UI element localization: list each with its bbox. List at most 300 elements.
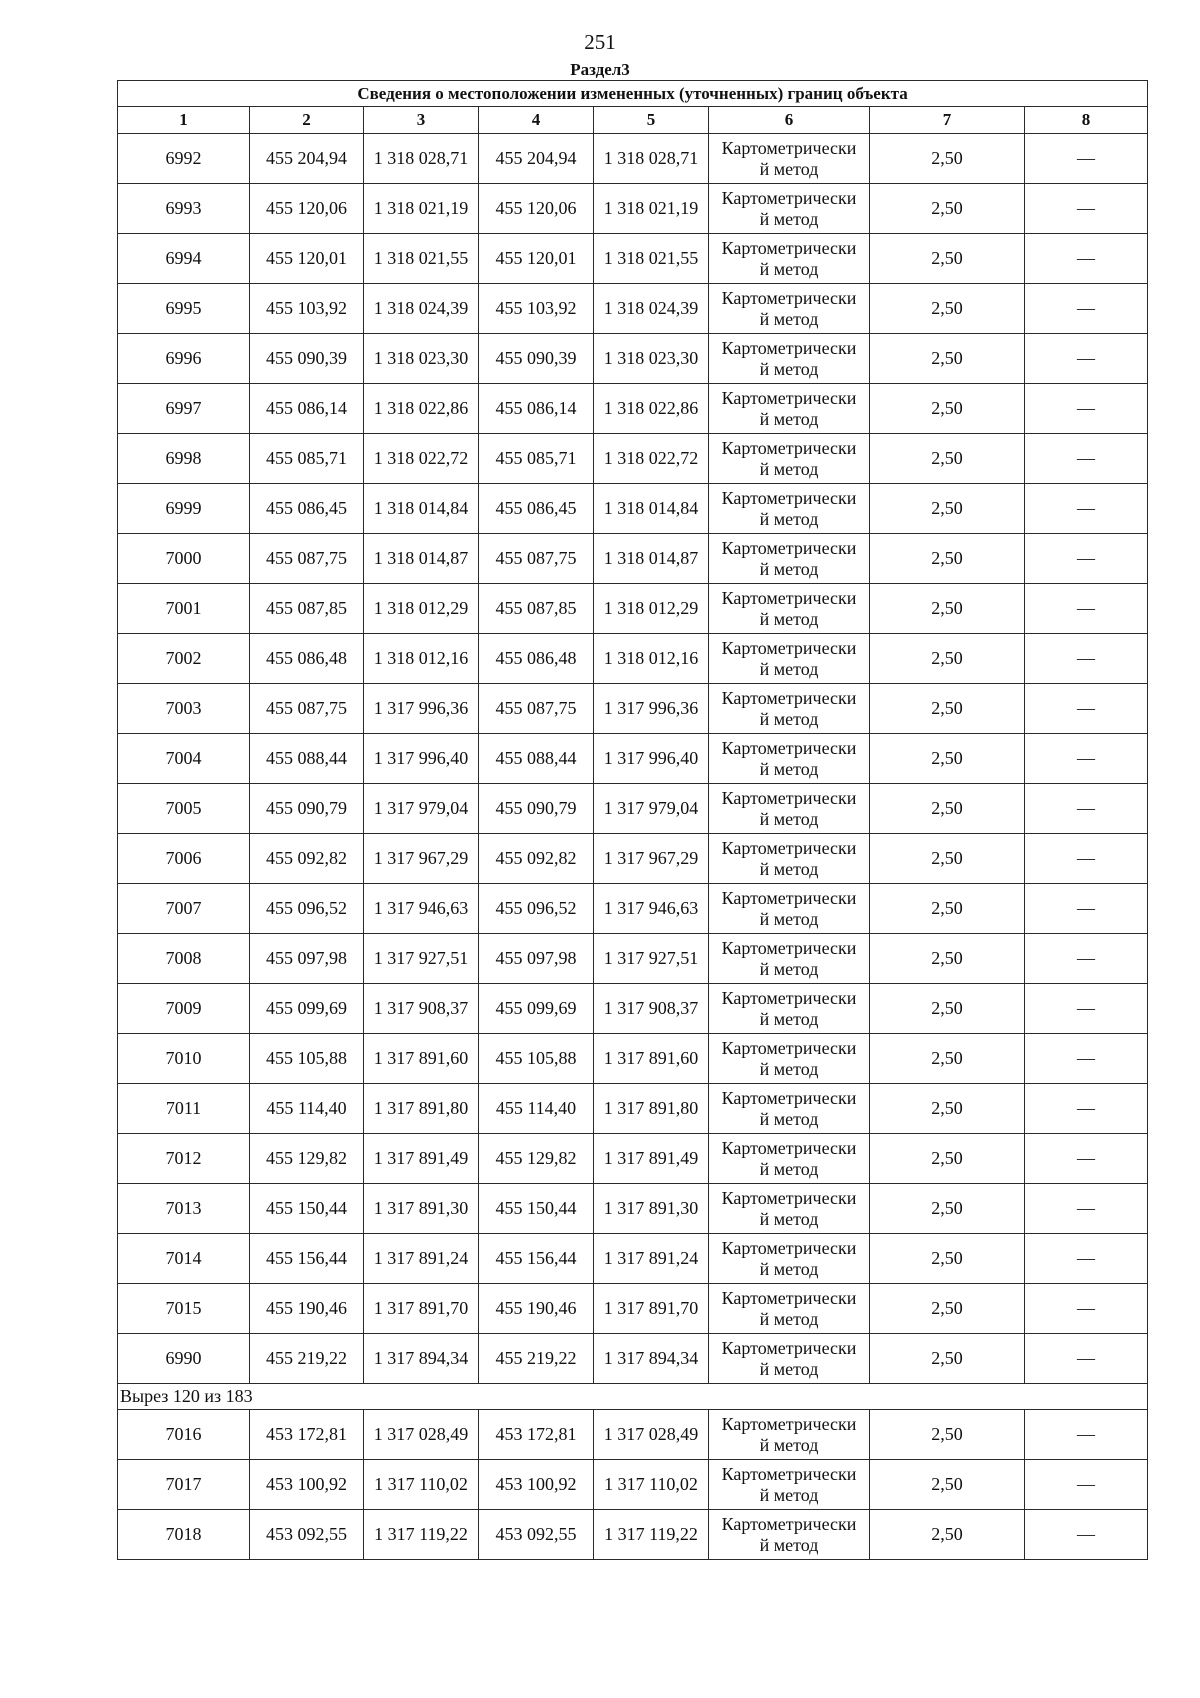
dash-cell: — xyxy=(1025,1134,1148,1184)
method-line: й метод xyxy=(759,358,819,379)
coordinate-cell: 1 318 022,72 xyxy=(364,434,479,484)
method-line: Картометрически xyxy=(721,1337,857,1358)
dash-cell: — xyxy=(1025,384,1148,434)
dash-cell: — xyxy=(1025,134,1148,184)
coordinate-cell: 455 096,52 xyxy=(479,884,594,934)
coordinate-cell: 1 318 012,16 xyxy=(364,634,479,684)
coordinate-cell: 1 317 996,36 xyxy=(594,684,709,734)
coordinate-cell: 1 317 110,02 xyxy=(364,1460,479,1510)
table-caption: Сведения о местоположении измененных (уточненных) границ объекта xyxy=(118,81,1148,107)
accuracy-cell: 2,50 xyxy=(870,134,1025,184)
table-row xyxy=(118,684,1148,734)
accuracy-cell: 2,50 xyxy=(870,984,1025,1034)
table-row xyxy=(118,1184,1148,1234)
accuracy-cell: 2,50 xyxy=(870,334,1025,384)
coordinate-cell: 455 086,48 xyxy=(479,634,594,684)
coordinate-cell: 1 317 908,37 xyxy=(594,984,709,1034)
coordinate-cell: 1 318 022,72 xyxy=(594,434,709,484)
method-line: Картометрически xyxy=(721,787,857,808)
method-line: й метод xyxy=(759,258,819,279)
coordinate-cell: 455 120,01 xyxy=(250,234,364,284)
method-line: Картометрически xyxy=(721,1413,857,1434)
accuracy-cell: 2,50 xyxy=(870,1034,1025,1084)
table-row xyxy=(118,1334,1148,1384)
accuracy-cell: 2,50 xyxy=(870,484,1025,534)
coordinate-cell: 455 099,69 xyxy=(250,984,364,1034)
point-number-cell: 7011 xyxy=(118,1084,250,1134)
coordinate-cell: 1 317 996,40 xyxy=(364,734,479,784)
coordinate-cell: 455 087,75 xyxy=(479,534,594,584)
table-row xyxy=(118,1034,1148,1084)
method-line: Картометрически xyxy=(721,137,857,158)
accuracy-cell: 2,50 xyxy=(870,1510,1025,1560)
coordinate-cell: 455 120,01 xyxy=(479,234,594,284)
column-number: 3 xyxy=(364,107,479,134)
method-line: Картометрически xyxy=(721,537,857,558)
method-cell xyxy=(709,884,870,934)
table-body xyxy=(118,134,1148,1560)
coordinate-cell: 453 100,92 xyxy=(250,1460,364,1510)
accuracy-cell: 2,50 xyxy=(870,534,1025,584)
column-number: 2 xyxy=(250,107,364,134)
dash-cell: — xyxy=(1025,434,1148,484)
coordinate-cell: 455 103,92 xyxy=(479,284,594,334)
method-cell xyxy=(709,1184,870,1234)
coordinate-cell: 455 129,82 xyxy=(250,1134,364,1184)
point-number-cell: 7012 xyxy=(118,1134,250,1184)
dash-cell: — xyxy=(1025,584,1148,634)
table-row xyxy=(118,1084,1148,1134)
table-row xyxy=(118,434,1148,484)
coordinate-cell: 453 172,81 xyxy=(479,1410,594,1460)
coordinate-cell: 1 317 927,51 xyxy=(364,934,479,984)
coordinate-cell: 1 318 022,86 xyxy=(364,384,479,434)
method-line: й метод xyxy=(759,658,819,679)
dash-cell: — xyxy=(1025,534,1148,584)
table-row xyxy=(118,284,1148,334)
method-cell xyxy=(709,534,870,584)
accuracy-cell: 2,50 xyxy=(870,1334,1025,1384)
point-number-cell: 7000 xyxy=(118,534,250,584)
coordinate-cell: 455 092,82 xyxy=(479,834,594,884)
accuracy-cell: 2,50 xyxy=(870,634,1025,684)
method-line: й метод xyxy=(759,1308,819,1329)
coordinate-cell: 1 318 014,84 xyxy=(364,484,479,534)
coordinate-cell: 1 318 021,55 xyxy=(594,234,709,284)
table-row xyxy=(118,484,1148,534)
point-number-cell: 7002 xyxy=(118,634,250,684)
method-line: й метод xyxy=(759,1208,819,1229)
point-number-cell: 7005 xyxy=(118,784,250,834)
accuracy-cell: 2,50 xyxy=(870,834,1025,884)
coordinate-cell: 1 317 891,24 xyxy=(594,1234,709,1284)
page-number: 251 xyxy=(584,30,616,54)
coordinate-cell: 1 317 894,34 xyxy=(594,1334,709,1384)
point-number-cell: 7016 xyxy=(118,1410,250,1460)
coordinate-cell: 1 318 028,71 xyxy=(594,134,709,184)
coordinate-cell: 1 317 946,63 xyxy=(594,884,709,934)
method-cell xyxy=(709,1510,870,1560)
coordinate-cell: 1 318 028,71 xyxy=(364,134,479,184)
table-row xyxy=(118,634,1148,684)
coordinate-cell: 1 317 891,80 xyxy=(364,1084,479,1134)
method-line: Картометрически xyxy=(721,387,857,408)
table-row xyxy=(118,1510,1148,1560)
point-number-cell: 7014 xyxy=(118,1234,250,1284)
point-number-cell: 7013 xyxy=(118,1184,250,1234)
coordinate-cell: 455 114,40 xyxy=(250,1084,364,1134)
coordinates-table xyxy=(117,80,1148,1560)
coordinate-cell: 455 105,88 xyxy=(479,1034,594,1084)
coordinate-cell: 453 092,55 xyxy=(479,1510,594,1560)
dash-cell: — xyxy=(1025,1084,1148,1134)
method-cell xyxy=(709,584,870,634)
coordinate-cell: 455 103,92 xyxy=(250,284,364,334)
dash-cell: — xyxy=(1025,1510,1148,1560)
accuracy-cell: 2,50 xyxy=(870,784,1025,834)
accuracy-cell: 2,50 xyxy=(870,434,1025,484)
column-number: 5 xyxy=(594,107,709,134)
method-line: Картометрически xyxy=(721,937,857,958)
table-row xyxy=(118,934,1148,984)
point-number-cell: 6995 xyxy=(118,284,250,334)
coordinate-cell: 455 092,82 xyxy=(250,834,364,884)
method-line: й метод xyxy=(759,908,819,929)
point-number-cell: 7010 xyxy=(118,1034,250,1084)
coordinate-cell: 1 317 891,60 xyxy=(364,1034,479,1084)
coordinate-cell: 1 318 021,19 xyxy=(594,184,709,234)
coordinate-cell: 1 317 946,63 xyxy=(364,884,479,934)
coordinate-cell: 1 317 028,49 xyxy=(364,1410,479,1460)
coordinate-cell: 455 204,94 xyxy=(250,134,364,184)
table-row xyxy=(118,834,1148,884)
table-row xyxy=(118,184,1148,234)
method-cell xyxy=(709,284,870,334)
coordinate-cell: 455 087,75 xyxy=(250,684,364,734)
point-number-cell: 7004 xyxy=(118,734,250,784)
method-line: Картометрически xyxy=(721,487,857,508)
coordinate-cell: 455 090,39 xyxy=(479,334,594,384)
method-line: Картометрически xyxy=(721,1237,857,1258)
coordinate-cell: 455 219,22 xyxy=(250,1334,364,1384)
method-line: й метод xyxy=(759,1058,819,1079)
accuracy-cell: 2,50 xyxy=(870,1284,1025,1334)
method-line: Картометрически xyxy=(721,987,857,1008)
method-cell xyxy=(709,784,870,834)
point-number-cell: 7008 xyxy=(118,934,250,984)
coordinate-cell: 1 317 996,36 xyxy=(364,684,479,734)
coordinate-cell: 455 097,98 xyxy=(250,934,364,984)
coordinate-cell: 1 318 022,86 xyxy=(594,384,709,434)
dash-cell: — xyxy=(1025,234,1148,284)
table-row xyxy=(118,1460,1148,1510)
method-line: Картометрически xyxy=(721,187,857,208)
method-line: Картометрически xyxy=(721,687,857,708)
dash-cell: — xyxy=(1025,284,1148,334)
column-number-row xyxy=(118,107,1148,134)
method-cell xyxy=(709,1234,870,1284)
method-line: й метод xyxy=(759,758,819,779)
table-row xyxy=(118,134,1148,184)
point-number-cell: 6992 xyxy=(118,134,250,184)
accuracy-cell: 2,50 xyxy=(870,1460,1025,1510)
table-row xyxy=(118,784,1148,834)
coordinate-cell: 455 150,44 xyxy=(250,1184,364,1234)
dash-cell: — xyxy=(1025,1234,1148,1284)
coordinate-cell: 1 317 891,70 xyxy=(594,1284,709,1334)
column-number: 7 xyxy=(870,107,1025,134)
coordinate-cell: 1 317 891,49 xyxy=(364,1134,479,1184)
dash-cell: — xyxy=(1025,634,1148,684)
method-line: й метод xyxy=(759,308,819,329)
section-title: Раздел3 xyxy=(570,60,630,79)
table-row xyxy=(118,1410,1148,1460)
coordinate-cell: 455 120,06 xyxy=(250,184,364,234)
table-row xyxy=(118,234,1148,284)
method-line: й метод xyxy=(759,608,819,629)
coordinate-cell: 455 219,22 xyxy=(479,1334,594,1384)
point-number-cell: 7007 xyxy=(118,884,250,934)
method-line: Картометрически xyxy=(721,837,857,858)
method-line: Картометрически xyxy=(721,1287,857,1308)
table-row xyxy=(118,734,1148,784)
method-line: й метод xyxy=(759,708,819,729)
coordinate-cell: 455 085,71 xyxy=(479,434,594,484)
method-cell xyxy=(709,1134,870,1184)
coordinate-cell: 455 090,79 xyxy=(250,784,364,834)
coordinate-cell: 455 190,46 xyxy=(250,1284,364,1334)
method-line: Картометрически xyxy=(721,887,857,908)
point-number-cell: 6996 xyxy=(118,334,250,384)
coordinate-cell: 1 317 894,34 xyxy=(364,1334,479,1384)
method-cell xyxy=(709,184,870,234)
dash-cell: — xyxy=(1025,484,1148,534)
coordinate-cell: 1 317 891,80 xyxy=(594,1084,709,1134)
point-number-cell: 7006 xyxy=(118,834,250,884)
coordinate-cell: 1 318 021,55 xyxy=(364,234,479,284)
coordinate-cell: 1 317 119,22 xyxy=(364,1510,479,1560)
method-line: Картометрически xyxy=(721,1137,857,1158)
accuracy-cell: 2,50 xyxy=(870,884,1025,934)
coordinate-cell: 1 318 014,87 xyxy=(594,534,709,584)
method-line: й метод xyxy=(759,1484,819,1505)
dash-cell: — xyxy=(1025,734,1148,784)
coordinate-cell: 1 318 012,29 xyxy=(594,584,709,634)
method-line: й метод xyxy=(759,1258,819,1279)
coordinate-cell: 1 318 012,29 xyxy=(364,584,479,634)
dash-cell: — xyxy=(1025,884,1148,934)
coordinate-cell: 453 172,81 xyxy=(250,1410,364,1460)
method-line: й метод xyxy=(759,208,819,229)
coordinate-cell: 455 087,85 xyxy=(479,584,594,634)
method-cell xyxy=(709,334,870,384)
column-number: 4 xyxy=(479,107,594,134)
coordinate-cell: 455 204,94 xyxy=(479,134,594,184)
coordinate-cell: 1 317 891,70 xyxy=(364,1284,479,1334)
coordinate-cell: 455 086,14 xyxy=(250,384,364,434)
method-cell xyxy=(709,134,870,184)
accuracy-cell: 2,50 xyxy=(870,734,1025,784)
method-cell xyxy=(709,1034,870,1084)
table-row xyxy=(118,334,1148,384)
accuracy-cell: 2,50 xyxy=(870,1084,1025,1134)
dash-cell: — xyxy=(1025,1184,1148,1234)
point-number-cell: 6993 xyxy=(118,184,250,234)
coordinate-cell: 1 317 119,22 xyxy=(594,1510,709,1560)
method-line: Картометрически xyxy=(721,1037,857,1058)
dash-cell: — xyxy=(1025,1284,1148,1334)
coordinate-cell: 455 150,44 xyxy=(479,1184,594,1234)
coordinate-cell: 455 114,40 xyxy=(479,1084,594,1134)
coordinate-cell: 1 317 891,30 xyxy=(594,1184,709,1234)
coordinate-cell: 455 156,44 xyxy=(250,1234,364,1284)
coordinate-cell: 455 129,82 xyxy=(479,1134,594,1184)
method-cell xyxy=(709,234,870,284)
dash-cell: — xyxy=(1025,684,1148,734)
table-row xyxy=(118,1134,1148,1184)
coordinate-cell: 1 317 891,24 xyxy=(364,1234,479,1284)
method-cell xyxy=(709,984,870,1034)
accuracy-cell: 2,50 xyxy=(870,284,1025,334)
point-number-cell: 7018 xyxy=(118,1510,250,1560)
subsection-row xyxy=(118,1384,1148,1410)
point-number-cell: 7009 xyxy=(118,984,250,1034)
coordinate-cell: 1 318 024,39 xyxy=(364,284,479,334)
coordinate-cell: 455 090,39 xyxy=(250,334,364,384)
coordinate-cell: 1 317 891,49 xyxy=(594,1134,709,1184)
coordinate-cell: 455 086,48 xyxy=(250,634,364,684)
coordinate-cell: 1 318 023,30 xyxy=(364,334,479,384)
table-row xyxy=(118,1234,1148,1284)
coordinate-cell: 1 318 012,16 xyxy=(594,634,709,684)
accuracy-cell: 2,50 xyxy=(870,1134,1025,1184)
coordinate-cell: 1 317 979,04 xyxy=(364,784,479,834)
coordinate-cell: 455 156,44 xyxy=(479,1234,594,1284)
coordinate-cell: 455 087,75 xyxy=(250,534,364,584)
dash-cell: — xyxy=(1025,784,1148,834)
dash-cell: — xyxy=(1025,1034,1148,1084)
method-line: Картометрически xyxy=(721,1513,857,1534)
dash-cell: — xyxy=(1025,1410,1148,1460)
coordinate-cell: 455 120,06 xyxy=(479,184,594,234)
point-number-cell: 6997 xyxy=(118,384,250,434)
point-number-cell: 6999 xyxy=(118,484,250,534)
coordinate-cell: 1 318 021,19 xyxy=(364,184,479,234)
method-cell xyxy=(709,734,870,784)
method-line: Картометрически xyxy=(721,1463,857,1484)
method-line: й метод xyxy=(759,1108,819,1129)
dash-cell: — xyxy=(1025,934,1148,984)
method-line: й метод xyxy=(759,408,819,429)
method-cell xyxy=(709,1284,870,1334)
point-number-cell: 6998 xyxy=(118,434,250,484)
method-cell xyxy=(709,1334,870,1384)
coordinate-cell: 1 317 028,49 xyxy=(594,1410,709,1460)
coordinate-cell: 1 318 014,84 xyxy=(594,484,709,534)
method-cell xyxy=(709,1410,870,1460)
accuracy-cell: 2,50 xyxy=(870,1410,1025,1460)
dash-cell: — xyxy=(1025,1334,1148,1384)
accuracy-cell: 2,50 xyxy=(870,234,1025,284)
method-cell xyxy=(709,634,870,684)
method-line: й метод xyxy=(759,558,819,579)
coordinate-cell: 1 317 967,29 xyxy=(594,834,709,884)
method-line: Картометрически xyxy=(721,637,857,658)
coordinate-cell: 455 097,98 xyxy=(479,934,594,984)
coordinate-cell: 455 099,69 xyxy=(479,984,594,1034)
method-line: Картометрически xyxy=(721,1087,857,1108)
coordinate-cell: 1 317 967,29 xyxy=(364,834,479,884)
table-row xyxy=(118,984,1148,1034)
coordinate-cell: 453 100,92 xyxy=(479,1460,594,1510)
table-row xyxy=(118,884,1148,934)
subsection-label: Вырез 120 из 183 xyxy=(118,1384,1148,1410)
coordinate-cell: 455 090,79 xyxy=(479,784,594,834)
coordinate-cell: 455 105,88 xyxy=(250,1034,364,1084)
method-line: й метод xyxy=(759,1434,819,1455)
point-number-cell: 7003 xyxy=(118,684,250,734)
coordinate-cell: 455 087,85 xyxy=(250,584,364,634)
coordinate-cell: 1 318 024,39 xyxy=(594,284,709,334)
accuracy-cell: 2,50 xyxy=(870,384,1025,434)
method-cell xyxy=(709,834,870,884)
method-line: й метод xyxy=(759,508,819,529)
coordinate-cell: 455 096,52 xyxy=(250,884,364,934)
coordinate-cell: 455 190,46 xyxy=(479,1284,594,1334)
column-number: 8 xyxy=(1025,107,1148,134)
dash-cell: — xyxy=(1025,184,1148,234)
coordinate-cell: 1 317 110,02 xyxy=(594,1460,709,1510)
accuracy-cell: 2,50 xyxy=(870,1234,1025,1284)
accuracy-cell: 2,50 xyxy=(870,934,1025,984)
dash-cell: — xyxy=(1025,1460,1148,1510)
point-number-cell: 6994 xyxy=(118,234,250,284)
method-line: Картометрически xyxy=(721,437,857,458)
method-line: й метод xyxy=(759,858,819,879)
method-line: й метод xyxy=(759,958,819,979)
dash-cell: — xyxy=(1025,984,1148,1034)
method-line: Картометрически xyxy=(721,1187,857,1208)
method-line: й метод xyxy=(759,1534,819,1555)
coordinate-cell: 453 092,55 xyxy=(250,1510,364,1560)
accuracy-cell: 2,50 xyxy=(870,1184,1025,1234)
method-line: Картометрически xyxy=(721,737,857,758)
point-number-cell: 6990 xyxy=(118,1334,250,1384)
method-line: й метод xyxy=(759,458,819,479)
method-line: й метод xyxy=(759,1358,819,1379)
method-line: й метод xyxy=(759,158,819,179)
column-number: 1 xyxy=(118,107,250,134)
method-line: Картометрически xyxy=(721,287,857,308)
column-number: 6 xyxy=(709,107,870,134)
method-cell xyxy=(709,1084,870,1134)
table-row xyxy=(118,384,1148,434)
method-cell xyxy=(709,484,870,534)
method-line: Картометрически xyxy=(721,587,857,608)
coordinate-cell: 455 085,71 xyxy=(250,434,364,484)
coordinate-cell: 1 317 891,30 xyxy=(364,1184,479,1234)
method-line: Картометрически xyxy=(721,337,857,358)
coordinate-cell: 1 317 891,60 xyxy=(594,1034,709,1084)
coordinate-cell: 455 088,44 xyxy=(250,734,364,784)
coordinate-cell: 455 088,44 xyxy=(479,734,594,784)
coordinate-cell: 455 087,75 xyxy=(479,684,594,734)
method-cell xyxy=(709,934,870,984)
dash-cell: — xyxy=(1025,834,1148,884)
method-line: Картометрически xyxy=(721,237,857,258)
coordinate-cell: 455 086,14 xyxy=(479,384,594,434)
method-cell xyxy=(709,684,870,734)
